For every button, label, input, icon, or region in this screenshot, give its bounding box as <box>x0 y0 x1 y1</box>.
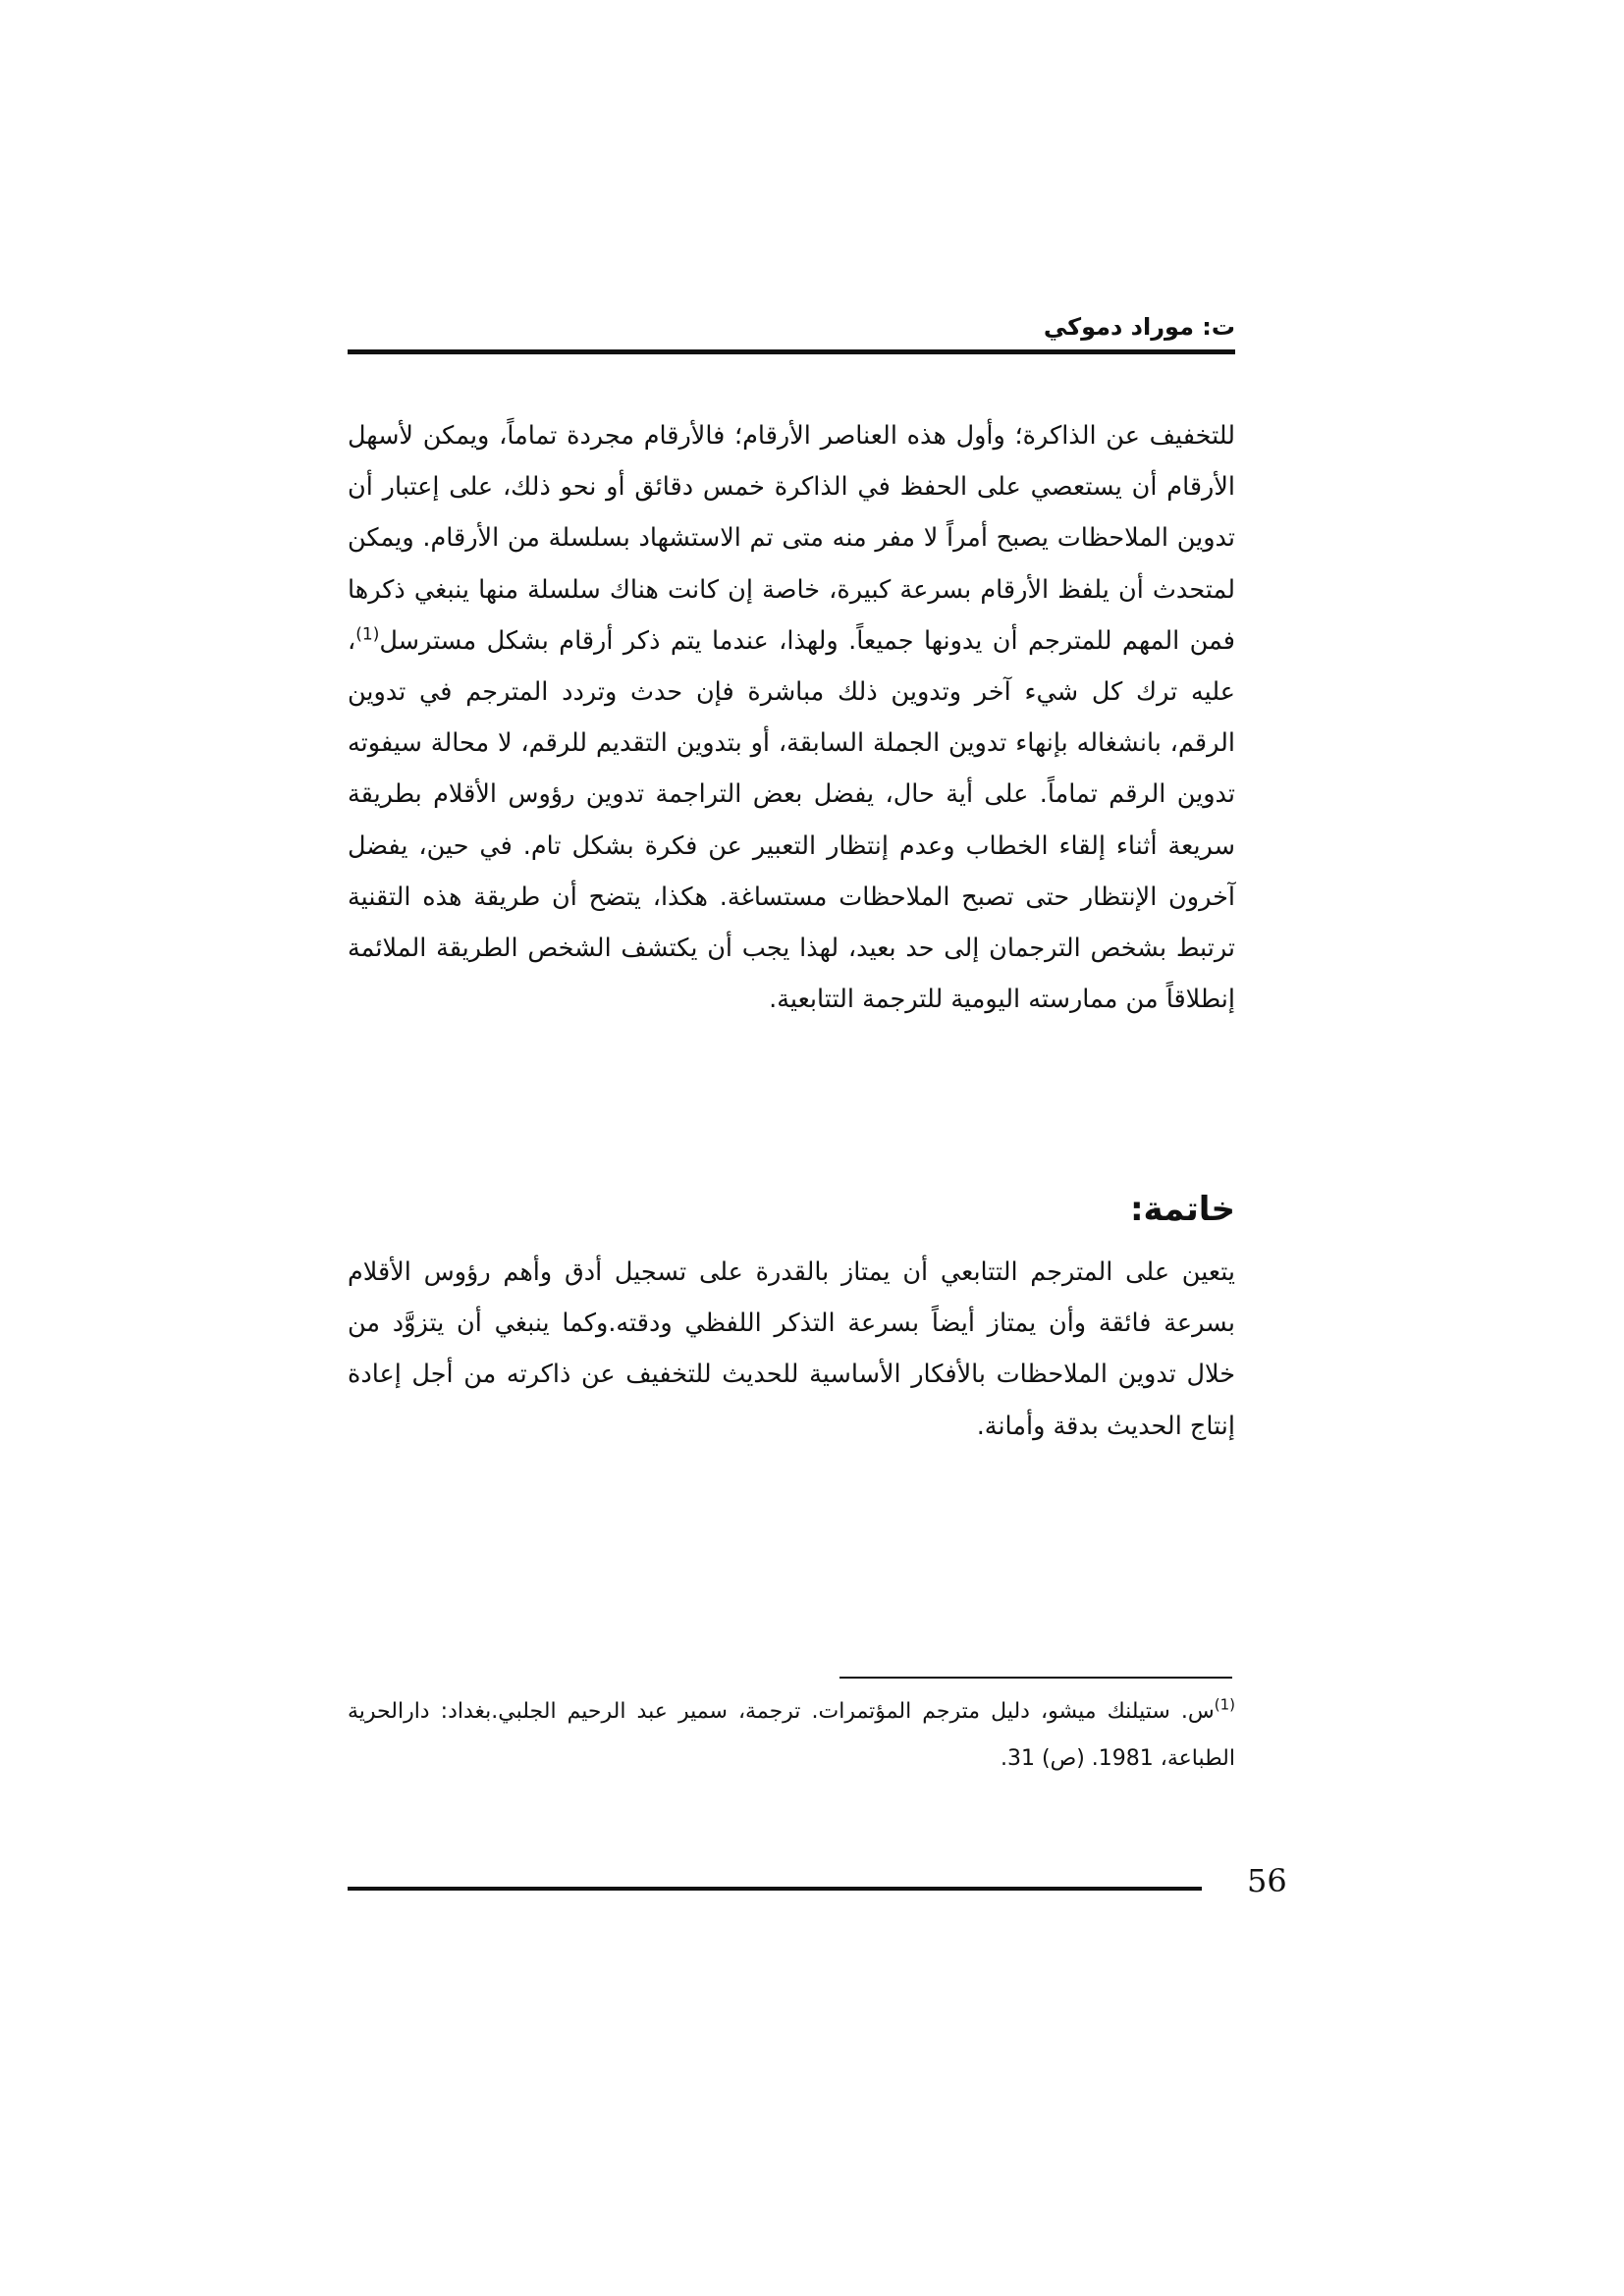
page-number: 56 <box>1247 1862 1287 1899</box>
footnote-reference-marker: (1) <box>355 624 380 645</box>
running-header-author: ت: موراد دموكي <box>1043 313 1235 341</box>
body-paragraph-text-part1: للتخفيف عن الذاكرة؛ وأول هذه العناصر الأرقام؛ فالأرقام مجردة تماماً، ويمكن لأسهل الأرقام أن يستعصي على الحفظ في الذاكرة خمس دقائق أو نحو ذلك، على إعتبار أن تدوين الملاحظات يصبح أمراً لا مفر منه متى تم الاستشهاد بسلسلة من الأرقام. ويمكن لمتحدث أن يلفظ الأرقام بسرعة كبيرة، خاصة إن كانت هناك سلسلة منها ينبغي ذكرها فمن المهم للمترجم أن يدونها جميعاً. ولهذا، عندما يتم ذكر أرقام بشكل مسترسل <box>348 421 1235 656</box>
footnote-number: (1) <box>1214 1695 1235 1714</box>
conclusion-paragraph: يتعين على المترجم التتابعي أن يمتاز بالقدرة على تسجيل أدق وأهم رؤوس الأقلام بسرعة فائقة وأن يمتاز أيضاً بسرعة التذكر اللفظي ودقته.وكما ينبغي أن يتزوَّد من خلال تدوين الملاحظات بالأفكار الأساسية للحديث للتخفيف عن ذاكرته من أجل إعادة إنتاج الحديث بدقة وأمانة. <box>348 1257 1235 1441</box>
header-rule <box>348 349 1235 354</box>
section-heading-conclusion: خاتمة: <box>1129 1190 1235 1229</box>
footnote-separator-rule <box>839 1677 1232 1679</box>
footnote <box>348 1688 1235 1783</box>
body-paragraph <box>348 410 1235 1025</box>
body-paragraph-text-part2: ، عليه ترك كل شيء آخر وتدوين ذلك مباشرة فإن حدث وتردد المترجم في تدوين الرقم، بانشغاله بإنهاء تدوين الجملة السابقة، أو بتدوين التقديم للرقم، لا محالة سيفوته تدوين الرقم تماماً. على أية حال، يفضل بعض التراجمة تدوين رؤوس الأقلام بطريقة سريعة أثناء إلقاء الخطاب وعدم إنتظار التعبير عن فكرة بشكل تام. في حين، يفضل آخرون الإنتظار حتى تصبح الملاحظات مستساغة. هكذا، يتضح أن طريقة هذه التقنية ترتبط بشخص الترجمان إلى حد بعيد، لهذا يجب أن يكتشف الشخص الطريقة الملائمة إنطلاقاً من ممارسته اليومية للترجمة التتابعية. <box>348 625 1235 1015</box>
footer-rule <box>348 1887 1202 1891</box>
footnote-text: س. ستيلنك ميشو، دليل مترجم المؤتمرات. ترجمة، سمير عبد الرحيم الجلبي.بغداد: دارالحرية الطباعة، 1981. (ص) 31. <box>348 1699 1235 1771</box>
